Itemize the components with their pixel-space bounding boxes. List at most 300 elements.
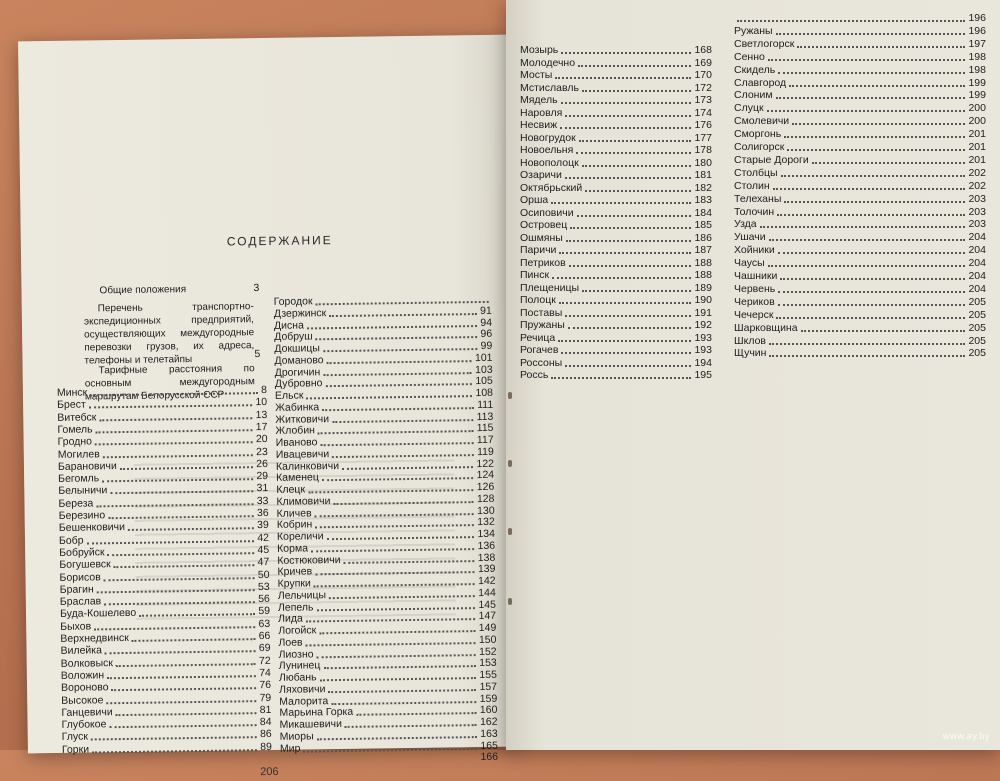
- toc-entry: [520, 69, 712, 82]
- toc-entry: [520, 82, 712, 95]
- toc-entry-page: 155: [479, 668, 497, 682]
- dot-leader: [552, 277, 691, 279]
- toc-entry-name: Корма: [277, 542, 309, 555]
- toc-entry-page: 96: [480, 328, 493, 341]
- toc-entry-page: 36: [256, 506, 269, 520]
- toc-entry-page: 153: [479, 657, 497, 670]
- toc-entry-page: 91: [480, 304, 492, 317]
- dot-leader: [560, 127, 691, 129]
- toc-entry-name: Минск: [56, 386, 88, 399]
- toc-entry-page: 74: [259, 666, 271, 680]
- toc-entry-name: Бешенковичи: [58, 521, 126, 535]
- toc-entry-name: Борисов: [59, 570, 101, 584]
- toc-entry-name: Россоны: [520, 356, 563, 369]
- toc-entry: [734, 102, 986, 115]
- toc-entry-name: Глуск: [61, 730, 89, 744]
- toc-entry-page: 89: [260, 740, 272, 753]
- dot-leader: [569, 265, 692, 267]
- toc-entry-page: 203: [968, 218, 986, 231]
- toc-entry-page: 66: [258, 629, 271, 643]
- toc-entry-name: Дзержинск: [273, 306, 327, 320]
- toc-entry-name: Мстиславль: [520, 81, 579, 94]
- dot-leader: [769, 239, 966, 241]
- toc-entry-page: 31: [256, 482, 269, 495]
- toc-entry-name: Жабинка: [275, 401, 320, 414]
- toc-entry-page: 47: [257, 556, 270, 569]
- toc-entry-page: 191: [694, 306, 712, 319]
- toc-entry-page: 203: [968, 192, 986, 205]
- toc-entry-name: Лида: [278, 612, 303, 626]
- toc-entry-page: 124: [476, 469, 495, 482]
- toc-entry-name: Речица: [520, 331, 556, 344]
- toc-entry-name: Кричев: [277, 565, 313, 579]
- toc-entry-name: Шарковщина: [734, 321, 798, 334]
- toc-entry-name: Чаусы: [734, 257, 765, 270]
- dot-leader: [577, 215, 692, 217]
- dot-leader: [112, 687, 257, 691]
- toc-entry-page: 205: [968, 321, 986, 334]
- toc-entry-page: 128: [476, 492, 495, 505]
- toc-entry-page: 23: [256, 445, 268, 458]
- toc-entry-name: Ельск: [274, 389, 304, 402]
- toc-entry: [734, 38, 986, 51]
- toc-entry-name: Полоцк: [520, 294, 556, 306]
- toc-entry-page: 197: [968, 37, 986, 50]
- toc-entry-name: Верхнедвинск: [60, 631, 129, 645]
- toc-entry-page: 202: [968, 166, 986, 179]
- toc-entry-name: Дисна: [273, 318, 304, 332]
- dot-leader: [561, 52, 691, 54]
- toc-entry-name: Скидель: [734, 63, 776, 76]
- page-number: 206: [260, 765, 279, 779]
- toc-entry-page: 184: [694, 206, 712, 219]
- toc-entry-page: 111: [477, 398, 494, 411]
- toc-entry-name: Могилев: [57, 447, 100, 461]
- toc-entry-name: Слуцк: [734, 102, 764, 115]
- toc-entry-name: Червень: [734, 282, 776, 295]
- toc-entry-name: Кореличи: [276, 530, 324, 543]
- toc-entry: [520, 257, 712, 270]
- toc-entry-page-trailing: [280, 751, 498, 767]
- toc-entry-page: 149: [478, 621, 497, 635]
- toc-entry-page: 196: [968, 12, 986, 24]
- toc-entry-name: Хойники: [734, 244, 775, 257]
- toc-entry-page: 8: [260, 383, 267, 397]
- dot-leader: [108, 515, 254, 519]
- toc-entry-page: 174: [694, 106, 712, 119]
- toc-entry: [734, 231, 986, 244]
- dot-leader: [96, 429, 253, 433]
- toc-entry: [520, 319, 712, 332]
- toc-entry-name: Брагин: [59, 583, 94, 596]
- toc-entry-name: Мозырь: [520, 44, 559, 56]
- toc-entry: [734, 193, 986, 206]
- toc-entry-name: Наровля: [520, 106, 563, 119]
- toc-entry-name: Калинковичи: [275, 459, 340, 473]
- watermark: www.ay.by: [942, 732, 990, 742]
- toc-entry: [734, 25, 986, 38]
- toc-entry-name: Сенно: [734, 50, 765, 63]
- toc-entry-page: 194: [694, 356, 712, 369]
- dot-leader: [570, 227, 691, 229]
- toc-entry-name: Житковичи: [275, 412, 330, 426]
- toc-entry-name: Марьина Горка: [279, 706, 354, 720]
- toc-entry-page: 193: [694, 331, 712, 344]
- toc-entry-name: Бобр: [58, 534, 84, 547]
- toc-entry-page: 205: [968, 334, 986, 347]
- toc-entry-page: 59: [258, 605, 271, 618]
- toc-entry: [734, 141, 986, 154]
- toc-entry-page: 185: [694, 219, 712, 231]
- toc-entry: [734, 89, 986, 102]
- toc-entry: [520, 369, 712, 382]
- toc-entry-name: Старые Дороги: [734, 153, 809, 166]
- dot-leader: [768, 265, 966, 267]
- toc-entry-page: 76: [259, 679, 272, 692]
- toc-entry-name: Витебск: [57, 410, 97, 424]
- toc-entry-name: Лоев: [278, 636, 303, 649]
- dot-leader: [561, 102, 692, 104]
- dot-leader: [551, 377, 691, 379]
- toc-entry: [520, 207, 712, 220]
- toc-entry-page: 172: [694, 81, 712, 94]
- toc-entry-name: Каменец: [276, 471, 319, 485]
- toc-entry-name: Мир: [279, 742, 301, 755]
- dot-leader: [116, 712, 257, 716]
- dot-leader: [559, 302, 692, 304]
- toc-entry-page: 203: [968, 205, 986, 218]
- dot-leader: [565, 177, 692, 179]
- toc-entry: [734, 270, 986, 283]
- toc-entry-name: Воложин: [60, 669, 105, 682]
- dot-leader: [812, 162, 966, 164]
- toc-entry-name: Россь: [520, 369, 549, 381]
- toc-entry: [734, 167, 986, 180]
- toc-entry-page: 177: [694, 131, 712, 144]
- dot-leader: [551, 202, 691, 204]
- toc-entry-page: 63: [258, 617, 271, 630]
- toc-entry-page: 39: [257, 519, 269, 532]
- dot-leader: [105, 650, 256, 654]
- dot-leader: [780, 278, 965, 280]
- dot-leader: [784, 136, 965, 138]
- toc-entry: [734, 335, 986, 348]
- toc-entry-name: Лиозно: [278, 647, 314, 661]
- dot-leader: [778, 304, 966, 306]
- toc-entry-page: 134: [477, 527, 496, 541]
- toc-entry-page: 180: [694, 156, 712, 169]
- dot-leader: [110, 491, 253, 495]
- dot-leader: [558, 340, 691, 342]
- toc-entry: [734, 206, 986, 219]
- toc-entry-name: Гродно: [57, 435, 93, 449]
- toc-entry: [520, 219, 712, 232]
- toc-entry: [734, 244, 986, 257]
- dot-leader: [139, 614, 255, 618]
- dot-leader: [94, 626, 255, 630]
- dot-leader: [781, 175, 966, 177]
- toc-entry: [734, 51, 986, 64]
- toc-entry: [734, 64, 986, 77]
- toc-entry-name: Озаричи: [520, 169, 562, 181]
- toc-entry-name: Буда-Кошелево: [59, 607, 137, 621]
- toc-entry-page: 176: [694, 119, 712, 131]
- toc-entry-name: Несвиж: [520, 119, 558, 131]
- toc-entry-name: Ошмяны: [520, 231, 563, 244]
- left-page: [18, 35, 520, 779]
- toc-entry: [520, 269, 712, 282]
- toc-entry-name: Дрогичин: [274, 365, 321, 379]
- toc-entry-name: Вороново: [60, 681, 109, 695]
- toc-entry-page: 159: [479, 692, 498, 705]
- toc-entry-page: 204: [968, 270, 986, 282]
- toc-entry-page: 157: [479, 680, 498, 693]
- toc-entry-name: Березино: [58, 509, 106, 522]
- toc-entry-name: Барановичи: [57, 459, 117, 473]
- toc-column-2: [273, 293, 499, 764]
- toc-entry-page: 162: [479, 715, 498, 729]
- toc-entry-name: Горки: [61, 743, 90, 756]
- toc-entry-name: Лепель: [277, 600, 314, 614]
- dot-leader: [767, 110, 966, 112]
- toc-entry: [520, 119, 712, 132]
- toc-entry-name: Лунинец: [278, 659, 321, 673]
- toc-entry-name: Климовичи: [276, 494, 331, 508]
- toc-entry-page: 200: [968, 102, 986, 115]
- toc-entry-page: 81: [259, 703, 272, 716]
- toc-entry-name: Брест: [57, 398, 86, 412]
- toc-entry-page: 20: [255, 433, 268, 446]
- intro-line-3: Тарифные расстояния по основным междугородным маршрутам Белорусской ССР: [84, 363, 255, 403]
- toc-entry-name: Богушевск: [59, 558, 111, 572]
- toc-entry-page: 188: [694, 256, 712, 269]
- dot-leader: [792, 123, 965, 125]
- binding-hole: [508, 528, 512, 535]
- dot-leader: [128, 527, 254, 531]
- intro-num-2: 5: [254, 348, 261, 361]
- binding-hole: [508, 460, 512, 467]
- dot-leader: [778, 72, 965, 74]
- toc-entry-page: 130: [477, 504, 495, 517]
- toc-entry-name: Щучин: [734, 347, 767, 360]
- toc-entry-name: Чашники: [734, 270, 778, 282]
- toc-entry: [734, 128, 986, 141]
- toc-entry-name: Поставы: [520, 306, 563, 319]
- toc-entry-name: Докшицы: [274, 342, 320, 355]
- toc-entry: [520, 244, 712, 257]
- toc-entry-name: Логойск: [278, 624, 317, 637]
- dot-leader: [555, 77, 691, 79]
- toc-entry: [520, 44, 712, 57]
- toc-entry: [734, 77, 986, 90]
- toc-entry-name: Ганцевичи: [61, 705, 113, 719]
- dot-leader: [132, 638, 256, 642]
- toc-entry-name: Молодечно: [520, 56, 576, 69]
- toc-entry-page: 119: [476, 445, 494, 458]
- toc-entry-name: Светлогорск: [734, 37, 795, 50]
- toc-entry-page: 144: [478, 586, 496, 599]
- toc-entry-name: Городок: [273, 295, 313, 308]
- toc-entry-name: Ивацевичи: [275, 447, 330, 461]
- toc-entry-name: Новополоцк: [520, 156, 579, 169]
- dot-leader: [801, 330, 966, 332]
- toc-entry-page: 26: [256, 457, 269, 470]
- dot-leader: [787, 149, 965, 151]
- dot-leader: [97, 589, 255, 593]
- toc-entry-page: 126: [476, 480, 495, 494]
- toc-entry-page: 190: [694, 294, 712, 306]
- toc-entry-page: 10: [255, 396, 268, 409]
- toc-entry-page: 196: [968, 24, 986, 37]
- toc-entry-page: 94: [480, 316, 493, 329]
- toc-entry-page: 200: [968, 115, 986, 128]
- toc-entry-page: 150: [478, 633, 497, 646]
- toc-entry: [520, 169, 712, 182]
- toc-entry-page: 202: [968, 179, 986, 192]
- toc-entry-page: 42: [257, 531, 270, 544]
- toc-entry-page: 204: [968, 257, 986, 270]
- toc-entry-name: Орша: [520, 194, 549, 206]
- toc-entry-page: 201: [968, 141, 986, 153]
- toc-entry-page: 193: [694, 344, 712, 356]
- toc-entry-name: Октябрьский: [520, 181, 583, 194]
- dot-leader: [776, 317, 965, 319]
- toc-entry: [520, 57, 712, 70]
- toc-entry-name: Бобруйск: [59, 546, 105, 559]
- dot-leader: [565, 315, 691, 317]
- toc-entry-name: Мосты: [520, 69, 553, 81]
- toc-entry-page: 139: [477, 563, 496, 576]
- toc-entry-page: 204: [968, 231, 986, 244]
- toc-entry: [520, 94, 712, 107]
- dot-leader: [776, 33, 966, 35]
- dot-leader: [776, 97, 966, 99]
- toc-entry: [734, 283, 986, 296]
- dot-leader: [104, 577, 255, 581]
- toc-entry-name: Крупки: [277, 577, 311, 590]
- dot-leader: [797, 46, 965, 48]
- dot-leader: [784, 201, 965, 203]
- toc-entry-page: 201: [968, 153, 986, 166]
- toc-entry-name: Осиповичи: [520, 206, 574, 219]
- toc-entry-name: Миоры: [279, 730, 314, 743]
- toc-entry-page: 50: [257, 568, 270, 581]
- toc-entry-page: 169: [694, 56, 712, 69]
- toc-entry-page: 205: [968, 295, 986, 308]
- toc-entry-name: Кличев: [276, 506, 312, 520]
- toc-entry-name: Жлобин: [275, 424, 316, 438]
- dot-leader: [109, 724, 256, 728]
- dot-leader: [789, 85, 965, 87]
- toc-entry-name: Ушачи: [734, 231, 766, 244]
- toc-entry-name: Микашевичи: [279, 717, 342, 731]
- dot-leader: [773, 188, 966, 190]
- toc-entry-name: Белыничи: [58, 484, 108, 498]
- dot-leader: [760, 226, 966, 228]
- toc-entry-page: 45: [257, 543, 270, 557]
- toc-entry-page: 117: [476, 433, 494, 447]
- toc-entry: [520, 182, 712, 195]
- toc-entry-name: Столбцы: [734, 166, 778, 179]
- toc-entry-name: Слоним: [734, 89, 773, 102]
- toc-entry-page: 147: [478, 610, 497, 623]
- toc-entry-page: 17: [255, 420, 268, 434]
- toc-entry-name: Чериков: [734, 295, 775, 308]
- dot-leader: [96, 503, 253, 507]
- toc-entry-page: 201: [968, 128, 986, 141]
- toc-entry-name: Ружаны: [734, 24, 773, 37]
- toc-entry-page: 198: [968, 63, 986, 76]
- dot-leader: [107, 675, 256, 679]
- toc-entry-page: 192: [694, 319, 712, 331]
- dot-leader: [92, 749, 257, 753]
- toc-entry: [734, 257, 986, 270]
- dot-leader: [737, 20, 965, 22]
- toc-entry-page: 142: [477, 574, 496, 588]
- toc-entry-name: Любань: [278, 671, 317, 684]
- dot-leader: [95, 441, 253, 445]
- right-page: [506, 0, 1000, 750]
- toc-entry-name: Дубровно: [274, 377, 323, 391]
- dot-leader: [585, 190, 691, 192]
- dot-leader: [769, 355, 965, 357]
- toc-entry-page: 204: [968, 244, 986, 257]
- toc-entry-name: Телеханы: [734, 192, 782, 205]
- toc-entry-page: 103: [475, 363, 493, 376]
- toc-entry: [734, 12, 986, 25]
- dot-leader: [566, 240, 692, 242]
- toc-entry-page: 187: [694, 244, 712, 256]
- page-title: СОДЕРЖАНИЕ: [226, 233, 333, 249]
- toc-entry: [734, 322, 986, 335]
- toc-entry: [734, 180, 986, 193]
- toc-entry-name: Вилейка: [60, 644, 102, 658]
- toc-entry-page: 188: [694, 269, 712, 281]
- dot-leader: [565, 115, 691, 117]
- intro-line-1: Общие положения: [99, 284, 187, 297]
- toc-entry-name: Плещеницы: [520, 281, 580, 294]
- dot-leader: [768, 59, 966, 61]
- toc-entry-page: 181: [694, 169, 712, 181]
- toc-entry-page: 113: [476, 410, 494, 423]
- dot-leader: [582, 90, 692, 92]
- toc-entry: [734, 154, 986, 167]
- dot-leader: [103, 454, 253, 458]
- toc-entry-page: 33: [256, 494, 269, 507]
- dot-leader: [579, 140, 692, 142]
- toc-entry: [62, 741, 272, 757]
- toc-entry-name: Гомель: [57, 423, 93, 436]
- toc-entry-name: Костюковичи: [277, 553, 341, 567]
- toc-entry-page: 145: [478, 598, 497, 611]
- toc-entry-name: Солигорск: [734, 141, 785, 153]
- toc-entry-page: 108: [475, 386, 494, 400]
- toc-entry-page: 99: [480, 339, 493, 353]
- toc-entry-name: Сморгонь: [734, 128, 782, 141]
- toc-entry-page: 195: [694, 369, 712, 381]
- dot-leader: [104, 601, 255, 605]
- toc-entry: [734, 296, 986, 309]
- toc-entry-name: Петриков: [520, 256, 566, 269]
- toc-entry-page: 182: [694, 181, 712, 194]
- toc-entry-name: Паричи: [520, 244, 557, 256]
- toc-entry-page: 199: [968, 76, 986, 89]
- toc-entry-name: Иваново: [275, 436, 318, 449]
- toc-entry-page: 105: [475, 375, 493, 388]
- toc-entry-page: 168: [694, 44, 712, 56]
- dot-leader: [578, 65, 691, 67]
- toc-entry-page: 199: [968, 89, 986, 102]
